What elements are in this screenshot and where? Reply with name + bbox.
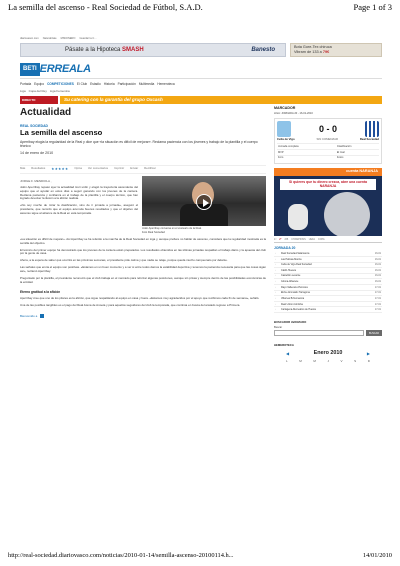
- web-page: [20, 36, 382, 542]
- fixture-icon: ◦: [274, 251, 280, 256]
- fixture-teams: Rayo Vallecano-Hércules: [280, 285, 364, 291]
- site-logo[interactable]: [20, 63, 91, 77]
- astronaut-graphic: [288, 204, 308, 230]
- cuenta-naranja-ad[interactable]: [274, 168, 382, 236]
- match-names: [277, 138, 379, 142]
- banesto-logo: Banesto: [251, 46, 275, 53]
- bota-line1: Bota Gore-Tex chiruca: [294, 45, 332, 49]
- sub-nav: [20, 89, 382, 93]
- article-subhead: Eterno gratitud a la afición: [20, 289, 61, 294]
- calendar-day: M: [299, 359, 302, 364]
- calendar-days: [274, 359, 382, 363]
- match-status: SIN COMENZAR: [316, 136, 338, 141]
- calendar-day: L: [286, 359, 288, 364]
- search-label: Buscar: [274, 325, 283, 329]
- logo-part2: ERREALA: [39, 63, 91, 76]
- fixture-teams: Cartagena-Recreativo de Huelva: [280, 307, 364, 313]
- next-month-icon[interactable]: ▶: [366, 351, 370, 357]
- match-box: [274, 118, 382, 164]
- site-link[interactable]: diariovasco.com: [20, 37, 39, 41]
- back-to-top[interactable]: [20, 314, 266, 318]
- bota-price: 79€: [322, 49, 330, 54]
- fixture-teams: Real Sociedad-Salamanca: [280, 251, 364, 256]
- fixture-date: 17-01: [364, 307, 382, 313]
- moon-graphic: [324, 192, 370, 236]
- fixture-row[interactable]: [274, 307, 382, 313]
- fixture-date: 16-01: [364, 279, 382, 285]
- article-headline: La semilla del ascenso: [20, 128, 103, 138]
- match-links-table: [277, 143, 379, 160]
- tab-segunda[interactable]: 2ª: [279, 237, 282, 241]
- article-tools: [20, 165, 266, 174]
- calendar-day: S: [354, 359, 357, 364]
- fixture-date: 16-01: [364, 262, 382, 268]
- bota-banner[interactable]: [290, 43, 382, 57]
- subnav-item-copa[interactable]: Copa del Rey: [28, 89, 47, 94]
- article-photo-box: [142, 176, 266, 235]
- fixture-icon: ◦: [274, 268, 280, 274]
- celta-crest-icon: [277, 121, 291, 137]
- fixture-date: 17-01: [364, 296, 382, 302]
- search-input[interactable]: [274, 330, 364, 336]
- fixture-date: 16-01: [364, 251, 382, 256]
- nav-item-portada[interactable]: Portada: [20, 82, 32, 86]
- ad-sub: Si quieres que tu dinero crezca, abre una cuenta NARANJA: [280, 179, 376, 190]
- banner-row: [20, 43, 382, 57]
- match-link[interactable]: Foro: [277, 155, 336, 160]
- match-link[interactable]: MVP: [277, 150, 336, 156]
- ad-head: cuenta NARANJA: [274, 168, 382, 176]
- bota-line2: Vibram de 133 a: [294, 49, 322, 54]
- paragraph: «La situación es difícil de mejorar». Así Aperribay se ha referido a la marcha de la Real Sociedad en Liga y, aunque prefiere no hablar de ascenso, considera que la regularidad mostrada es la semilla del objetivo.: [20, 236, 266, 245]
- print-footer: [8, 552, 392, 562]
- print-title: La semilla del ascenso - Real Sociedad de Fútbol, S.A.D.: [8, 2, 203, 12]
- paragraph: Jokin Aperribay repasó ayer la actualidad txuri urdin y elogió la trayectoria ascendente del equipo que el ayudar en estos días a seguir ganando con los jóvenes de la cantera. Reclama paciencia y confianza en el trabajo de la plantilla y el cuerpo técnico, que han logrado devolver la ilusión a la afición realista.: [20, 184, 138, 201]
- paragraph: Ahora, a la espera de saber qué ocurrirá en las próximas semanas, el presidente pide calma y que nadie se relaje, porque queda mucho campeonato por delante.: [20, 258, 228, 263]
- top-link[interactable]: MISIONERO: [60, 37, 76, 41]
- article-kicker: REAL SOCIEDAD: [20, 123, 49, 128]
- promo-catering[interactable]: Su catering con la garantía del grupo Oxcash: [60, 96, 382, 104]
- article-photo[interactable]: [142, 176, 266, 226]
- prev-month-icon[interactable]: ◀: [286, 351, 290, 357]
- logo-part1: BETI: [20, 63, 40, 75]
- fixture-teams: Girona-Albacete: [280, 279, 364, 285]
- lead-block: [20, 176, 266, 235]
- top-link[interactable]: Naturalizate: [42, 37, 57, 41]
- nav-item-historia[interactable]: Historia: [103, 82, 115, 86]
- paragraph: Las señales que envía el equipo son positivas. «Estamos en un buen momento y a ver si entre todos damos la estabilidad deportiva y tenemos la paciencia necesaria para que las cosas sigan así», reclamó Aperribay.: [20, 265, 266, 274]
- main-nav: [20, 82, 382, 86]
- fixture-icon: ◦: [274, 290, 280, 296]
- sidebar: [274, 104, 382, 363]
- main-column: [20, 104, 266, 363]
- nav-item-hemeroteca[interactable]: Hemeroteca: [157, 82, 175, 86]
- fixture-teams: Villarreal B-Numancia: [280, 296, 364, 302]
- match-link[interactable]: Clasificación: [336, 144, 379, 150]
- calendar-header: [274, 350, 382, 357]
- match-link[interactable]: Jornada completa: [277, 144, 336, 150]
- nav-item-competiciones[interactable]: COMPETICIONES: [47, 82, 74, 86]
- nav-item-club[interactable]: El Club: [76, 82, 88, 86]
- hemeroteca-title: HEMEROTECA: [274, 343, 294, 348]
- table-row: [277, 155, 379, 160]
- tool-results: Resultados: [31, 166, 46, 171]
- calendar-day: M: [313, 359, 316, 364]
- real-sociedad-crest-icon: [365, 121, 379, 137]
- rating-stars[interactable]: ★★★★★: [51, 166, 69, 171]
- nav-item-equipo[interactable]: Equipo: [34, 82, 45, 86]
- paragraph: «No soy mucho de mirar la clasificación, sino de ir jornada a jornada», aseguró el presidente, que recordó que el equipo acumula buenos resultados y que el objetivo del ascenso sigue al alcance de la Real en esta temporada.: [20, 203, 138, 216]
- marcador-title: MARCADOR: [274, 106, 296, 111]
- tool-opina[interactable]: Opina: [74, 166, 82, 171]
- paragraph: El técnico del primer equipo ha demostrado que los jóvenes de la cantera están preparados. Los resultados obtenidos en las últimas jornadas respaldan el trabajo diario y la apuesta del club por la gente de casa.: [20, 247, 266, 256]
- content-columns: [20, 104, 382, 363]
- calendar-day: D: [367, 359, 370, 364]
- photo-caption: Jokin Aperribay conversa en el vestuario de la Real.: [142, 226, 202, 230]
- fixture-icon: ◦: [274, 301, 280, 307]
- fixture-date: 16-01: [364, 256, 382, 262]
- paragraph: Aperribay cree que uno de los pilares es la afición, que sigue respaldando al equipo en casa y fuera. «Estamos muy agradecidos por el apoyo que recibimos cada fin de semana», señaló.: [20, 296, 260, 301]
- fixture-icon: ◦: [274, 262, 280, 268]
- search-button[interactable]: BUSCAR: [366, 330, 382, 336]
- match-top: [277, 121, 379, 137]
- marcador-subtitle: LIGA: JORNADA 20 - 16-01-2010: [274, 112, 313, 116]
- subnav-item-liga[interactable]: Liga: [20, 89, 26, 94]
- nav-item-multimedia[interactable]: Multimedia: [138, 82, 155, 86]
- nav-item-participacion[interactable]: Participación: [117, 82, 136, 86]
- print-url: http://real-sociedad.diariovasco.com/noticias/2010-01-14/semilla-ascenso-20100114.h...: [8, 552, 234, 559]
- tab-champions[interactable]: CHAMPIONS: [291, 237, 306, 241]
- match-link[interactable]: El rival: [336, 150, 379, 156]
- fixture-teams: Las Palmas-Murcia: [280, 256, 364, 262]
- match-link[interactable]: Fotos: [336, 155, 379, 160]
- fixture-icon: ◦: [274, 296, 280, 302]
- paragraph: Una de las posibles tangibles es el pago del Real Arena de Anoeta y para aquellos seguidores del club la temporada, que continúa en busca del ansiado regreso a Primera.: [20, 303, 241, 308]
- back-label: Bienvenido a: [20, 314, 38, 319]
- tool-print[interactable]: Imprimir: [114, 166, 125, 171]
- print-page-number: Page 1 of 3: [353, 2, 392, 12]
- promo-left[interactable]: DIRECTO: [20, 96, 58, 104]
- fixture-teams: Real Unión-Córdoba: [280, 301, 364, 307]
- fixture-icon: ◦: [274, 285, 280, 291]
- article-standfirst: Aperribay elogia la regularidad de la Real y dice que «la situación es difícil de mejorar». Reclama paciencia con los jóvenes y trabajo de la plantilla y el cuerpo técnico: [20, 139, 258, 149]
- paragraph: Preguntado por la plantilla, el presidente reconoció que el club trabaja en el mercado para reforzar algunas posiciones, aunque sin prisas y siempre dentro de las posibilidades económicas de la entidad.: [20, 276, 266, 285]
- top-link[interactable]: Guardar la C...: [79, 37, 97, 41]
- lead-text: [20, 176, 138, 235]
- away-team[interactable]: Real Sociedad: [359, 136, 379, 141]
- arrow-up-icon: [40, 314, 44, 318]
- hipoteca-banner[interactable]: [20, 43, 286, 57]
- jornada-title: JORNADA 20: [274, 245, 296, 250]
- fixture-teams: Celta de Vigo-Real Sociedad: [280, 262, 364, 268]
- play-icon[interactable]: [196, 194, 212, 210]
- logo-bar: [20, 61, 382, 79]
- fixture-teams: Elche-Gimnàstic Tarragona: [280, 290, 364, 296]
- section-title: Actualidad: [20, 107, 72, 119]
- print-header: [8, 2, 392, 14]
- match-score: 0 - 0: [318, 123, 337, 134]
- tool-send[interactable]: Enviar: [130, 166, 139, 171]
- print-date: 14/01/2010: [362, 552, 392, 559]
- article-byline: JORGE F. MENDIOLA ,: [20, 178, 52, 183]
- fixture-date: 16-01: [364, 268, 382, 274]
- competition-tabs: [274, 238, 382, 243]
- fixture-date: 17-01: [364, 285, 382, 291]
- tab-segunda-b[interactable]: 2ªB: [284, 237, 289, 241]
- hipoteca-highlight: SMASH: [122, 46, 144, 53]
- calendar-day: V: [340, 359, 343, 364]
- fixture-teams: Castellón-Levante: [280, 273, 364, 279]
- photo-credit: Foto Real Sociedad: [142, 231, 165, 235]
- fixtures-body: [274, 251, 382, 312]
- fixture-teams: Cádiz-Huesca: [280, 268, 364, 274]
- hipoteca-text: Pásate a la Hipoteca: [65, 46, 121, 53]
- nav-item-estadio[interactable]: Estadio: [90, 82, 101, 86]
- promo-row: [20, 96, 382, 104]
- tab-primera[interactable]: 1ª: [274, 237, 277, 241]
- buscador-title: BUSCADOR AVANZADO: [274, 320, 307, 325]
- article-date: 14 de enero de 2010: [20, 150, 54, 155]
- fixture-date: 17-01: [364, 290, 382, 296]
- tool-rectify[interactable]: Rectificar: [144, 166, 156, 171]
- tool-more[interactable]: Más: [20, 166, 26, 171]
- fixture-icon: ◦: [274, 279, 280, 285]
- fixture-date: 17-01: [364, 301, 382, 307]
- tool-comments[interactable]: Ver comentarios: [87, 166, 109, 171]
- home-team[interactable]: Celta de Vigo: [277, 136, 295, 141]
- tab-copa[interactable]: COPA: [317, 237, 325, 241]
- calendar-month: Enero 2010: [313, 350, 343, 357]
- fixture-icon: ◦: [274, 256, 280, 262]
- search-box: [274, 330, 382, 336]
- fixture-icon: ◦: [274, 273, 280, 279]
- fixtures-table: [274, 251, 382, 313]
- tab-uefa[interactable]: UEFA: [308, 237, 315, 241]
- calendar-day: J: [327, 359, 329, 364]
- fixture-icon: ◦: [274, 307, 280, 313]
- fixture-date: 16-01: [364, 273, 382, 279]
- top-bar: [20, 36, 382, 42]
- subnav-item-femenina[interactable]: Liga Femenina: [49, 89, 70, 94]
